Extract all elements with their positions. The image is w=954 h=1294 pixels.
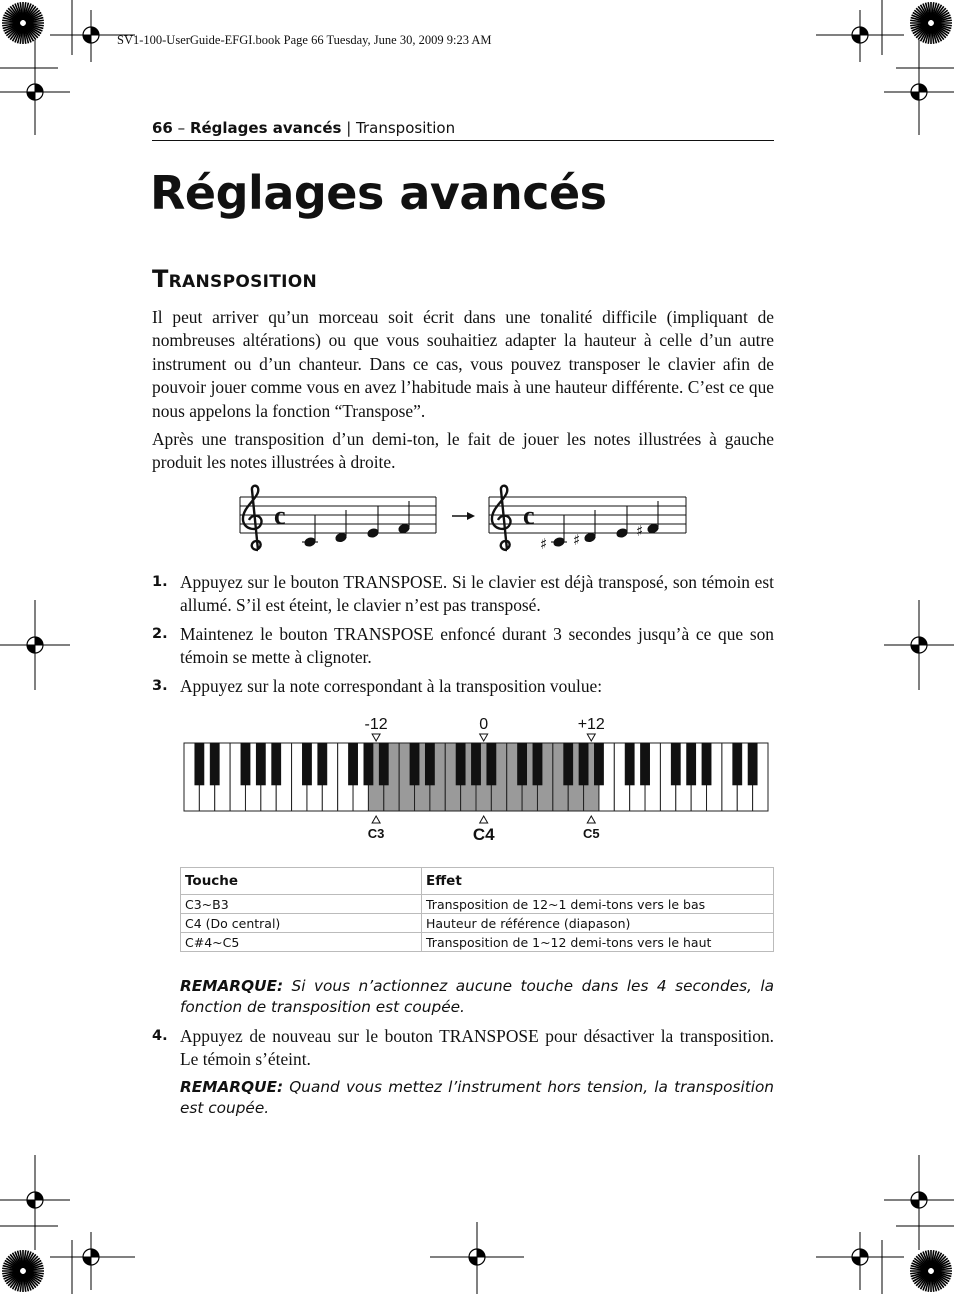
starburst-ray <box>6 25 20 36</box>
starburst-ray <box>918 6 929 20</box>
step-number: 4. <box>152 1028 168 1044</box>
starburst-ray <box>926 3 931 20</box>
starburst-ray <box>912 1272 929 1279</box>
starburst-ray <box>928 1250 930 1268</box>
starburst-ray <box>934 15 951 22</box>
starburst-ray <box>24 3 29 20</box>
step-2 <box>152 623 774 670</box>
starburst-ray <box>25 1273 36 1287</box>
starburst-ray <box>4 15 21 22</box>
starburst-ray <box>15 4 22 21</box>
starburst-ray <box>921 1253 930 1269</box>
starburst-ray <box>25 25 38 38</box>
table-cell: Hauteur de référence (diapason) <box>422 914 774 933</box>
header-divider: | <box>346 119 352 137</box>
starburst-ray <box>3 1266 20 1271</box>
starburst-ray <box>25 1256 38 1269</box>
black-key <box>241 743 250 785</box>
marker-up-icon <box>480 816 488 823</box>
starburst-ray <box>913 1273 929 1282</box>
starburst-ray <box>928 26 930 44</box>
starburst-ray <box>923 26 930 43</box>
starburst-ray <box>918 1273 929 1287</box>
starburst-ray <box>934 13 950 22</box>
transpose-value-label: +12 <box>577 716 605 733</box>
black-key <box>671 743 680 785</box>
starburst-ray <box>934 1268 952 1270</box>
header-section: Transposition <box>356 119 456 137</box>
black-key <box>640 743 649 785</box>
starburst-ray <box>25 1258 39 1269</box>
step-text: Appuyez sur la note correspondant à la transposition voulue: <box>180 676 603 696</box>
starburst-ray <box>5 1261 21 1270</box>
starburst-ray <box>932 3 937 20</box>
starburst-ray <box>910 1271 928 1273</box>
starburst-ray <box>26 1273 42 1282</box>
keyboard-figure <box>180 708 780 844</box>
step-text: Maintenez le bouton TRANSPOSE enfoncé durant 3 secondes jusqu’à ce que son témoin se mette à clignoter. <box>180 624 774 668</box>
column-header: Touche <box>181 868 422 895</box>
time-signature-2: c <box>523 501 535 530</box>
starburst-ray <box>921 1274 930 1290</box>
black-key <box>456 743 465 785</box>
starburst-ray <box>912 15 929 22</box>
black-key <box>579 743 588 785</box>
starburst-ray <box>933 1273 944 1287</box>
starburst-ray <box>934 1273 950 1282</box>
starburst-ray <box>911 1272 928 1277</box>
starburst-ray <box>10 1254 21 1268</box>
starburst-ray <box>26 1263 43 1270</box>
starburst-ray <box>933 1273 946 1286</box>
note-text: Si vous n’actionnez aucune touche dans les 4 secondes, la fonction de transposition est coupée. <box>180 977 774 1016</box>
starburst-ray <box>934 20 952 22</box>
starburst-ray <box>934 1266 951 1271</box>
intro-paragraph-1: Il peut arriver qu’un morceau soit écrit dans une tonalité difficile (impliquant de nombreuses altérations) ou que vous souhaitiez adapter la hauteur à celle d’un autre instrument ou d’un chanteur. Dans ce cas, vous pouvez transposer le clavier afin de pouvoir jouer comme vous en avez l’habitude mais à une hauteur différente. C’est ce que nous appelons la fonction “Transpose”. <box>152 307 774 421</box>
starburst-ray <box>916 1273 929 1286</box>
starburst-ray <box>10 1273 21 1287</box>
marker-down-icon <box>372 734 380 741</box>
black-key <box>594 743 603 785</box>
black-key <box>425 743 434 785</box>
starburst-ray <box>933 1254 944 1268</box>
black-key <box>748 743 757 785</box>
black-key <box>210 743 219 785</box>
starburst-ray <box>931 2 933 20</box>
starburst-ray <box>5 25 21 34</box>
starburst-ray <box>25 5 34 21</box>
black-key <box>272 743 281 785</box>
starburst-ray <box>928 2 930 20</box>
black-key <box>348 743 357 785</box>
step-number: 2. <box>152 626 168 642</box>
black-key <box>625 743 634 785</box>
starburst-ray <box>15 1274 22 1291</box>
starburst-ray <box>23 1274 25 1292</box>
starburst-ray <box>26 25 42 34</box>
starburst-ray <box>24 1274 31 1291</box>
starburst-ray <box>25 26 34 42</box>
starburst-ray <box>914 1258 928 1269</box>
starburst-ray <box>934 23 952 25</box>
starburst-ray <box>912 24 929 31</box>
starburst-ray <box>13 26 22 42</box>
starburst-ray <box>26 18 43 23</box>
starburst-ray <box>13 5 22 21</box>
starburst-ray <box>913 1261 929 1270</box>
starburst-ray <box>24 1252 31 1269</box>
starburst-ray <box>20 26 22 44</box>
starburst-ray <box>932 1274 939 1291</box>
starburst-ray <box>8 1256 21 1269</box>
starburst-ray <box>918 1254 929 1268</box>
starburst-ray <box>26 24 43 31</box>
black-key <box>195 743 204 785</box>
starburst-ray <box>26 1272 43 1277</box>
sharp-sign: ♯ <box>636 522 644 540</box>
note-1 <box>180 976 774 1018</box>
header-chapter: Réglages avancés <box>189 119 342 137</box>
starburst-ray <box>923 1274 930 1291</box>
step-text: Appuyez sur le bouton TRANSPOSE. Si le clavier est déjà transposé, son témoin est allumé. S’il est éteint, le clavier n’est pas transposé. <box>180 572 774 616</box>
starburst-ray <box>916 8 929 21</box>
note-label: C4 <box>472 825 495 844</box>
starburst-ray <box>933 1273 947 1284</box>
starburst-ray <box>4 1272 21 1279</box>
starburst-ray <box>933 25 947 36</box>
starburst-ray <box>26 1271 44 1273</box>
page-number: 66 <box>152 119 173 137</box>
starburst-ray <box>18 1251 23 1268</box>
starburst-ray <box>914 1273 928 1284</box>
starburst-ray <box>20 2 22 20</box>
starburst-ray <box>24 26 31 43</box>
starburst-ray <box>26 1268 44 1270</box>
starburst-ray <box>933 6 944 20</box>
starburst-ray <box>26 1272 43 1279</box>
starburst-ray <box>26 13 42 22</box>
starburst-ray <box>3 24 20 29</box>
note-2 <box>180 1077 774 1119</box>
step-1 <box>152 571 774 618</box>
black-key <box>687 743 696 785</box>
starburst-ray <box>933 25 946 38</box>
starburst-ray <box>933 1274 942 1290</box>
table-row <box>181 933 774 952</box>
starburst-ray <box>26 1261 42 1270</box>
starburst-ray <box>25 25 39 36</box>
notation-figure <box>236 484 696 556</box>
table-cell: C4 (Do central) <box>181 914 422 933</box>
step-3 <box>152 675 774 698</box>
starburst-ray <box>911 24 928 29</box>
starburst-ray <box>934 1272 951 1279</box>
starburst-ray <box>932 26 937 43</box>
starburst-ray <box>926 1251 931 1268</box>
starburst-ray <box>24 4 31 21</box>
step-4 <box>152 1025 774 1072</box>
black-key <box>471 743 480 785</box>
marker-down-icon <box>480 734 488 741</box>
time-signature-1: c <box>274 501 286 530</box>
starburst-ray <box>15 26 22 43</box>
starburst-ray <box>2 20 20 22</box>
starburst-ray <box>2 1268 20 1270</box>
starburst-ray <box>928 1274 930 1292</box>
starburst-ray <box>2 1271 20 1273</box>
table-header-row <box>181 868 774 895</box>
starburst-ray <box>26 1266 43 1271</box>
starburst-ray <box>913 25 929 34</box>
black-key <box>733 743 742 785</box>
starburst-ray <box>916 25 929 38</box>
table-row <box>181 895 774 914</box>
starburst-ray <box>26 24 43 29</box>
starburst-ray <box>918 25 929 39</box>
starburst-ray <box>25 1274 34 1290</box>
starburst-ray <box>910 23 928 25</box>
starburst-ray <box>932 4 939 21</box>
starburst-ray <box>26 15 43 22</box>
starburst-ray <box>913 13 929 22</box>
black-key <box>564 743 573 785</box>
starburst-ray <box>931 26 933 44</box>
starburst-ray <box>20 1250 22 1268</box>
starburst-ray <box>13 1253 22 1269</box>
black-key <box>533 743 542 785</box>
starburst-ray <box>25 1253 34 1269</box>
starburst-ray <box>934 24 951 29</box>
transposition-table <box>180 867 774 952</box>
black-key <box>379 743 388 785</box>
starburst-ray <box>934 24 951 31</box>
starburst-ray <box>933 1258 947 1269</box>
starburst-ray <box>25 25 36 39</box>
sharp-sign: ♯ <box>573 531 581 549</box>
starburst-ray <box>911 18 928 23</box>
starburst-ray <box>5 1273 21 1282</box>
starburst-ray <box>4 1263 21 1270</box>
starburst-ray <box>933 5 942 21</box>
table-row <box>181 914 774 933</box>
starburst-ray <box>933 8 946 21</box>
starburst-ray <box>934 1272 951 1277</box>
chapter-title: Réglages avancés <box>150 166 607 220</box>
starburst-ray <box>932 26 939 43</box>
starburst-ray <box>24 26 29 43</box>
table-cell: C3~B3 <box>181 895 422 914</box>
column-header: Effet <box>422 868 774 895</box>
running-header <box>152 119 774 141</box>
starburst-ray <box>932 1252 939 1269</box>
starburst-ray <box>26 23 44 25</box>
step-number: 1. <box>152 574 168 590</box>
starburst-ray <box>4 24 21 31</box>
starburst-ray <box>933 25 944 39</box>
starburst-ray <box>933 26 942 42</box>
print-info: SV1-100-UserGuide-EFGI.book Page 66 Tuesday, June 30, 2009 9:23 AM <box>117 33 492 47</box>
starburst-ray <box>3 18 20 23</box>
starburst-ray <box>910 1268 928 1270</box>
black-key <box>410 743 419 785</box>
table-cell: Transposition de 1~12 demi-tons vers le haut <box>422 933 774 952</box>
black-key <box>364 743 373 785</box>
marker-up-icon <box>372 816 380 823</box>
starburst-ray <box>921 26 930 42</box>
starburst-ray <box>6 1258 20 1269</box>
starburst-ray <box>934 1261 950 1270</box>
starburst-ray <box>25 1254 36 1268</box>
starburst-ray <box>910 20 928 22</box>
starburst-ray <box>2 23 20 25</box>
note-label: REMARQUE: <box>180 1078 284 1096</box>
starburst-ray <box>8 8 21 21</box>
starburst-ray <box>912 1263 929 1270</box>
note-label: C5 <box>582 826 600 841</box>
black-key <box>702 743 711 785</box>
starburst-ray <box>934 18 951 23</box>
black-key <box>318 743 327 785</box>
note-label: REMARQUE: <box>180 977 284 995</box>
starburst-ray <box>25 1273 39 1284</box>
starburst-ray <box>926 1274 931 1291</box>
starburst-ray <box>933 1253 942 1269</box>
starburst-ray <box>8 1273 21 1286</box>
starburst-ray <box>932 1274 937 1291</box>
starburst-ray <box>934 25 950 34</box>
table-cell: Transposition de 12~1 demi-tons vers le bas <box>422 895 774 914</box>
starburst-ray <box>10 6 21 20</box>
black-key <box>487 743 496 785</box>
starburst-ray <box>6 10 20 21</box>
step-number: 3. <box>152 678 168 694</box>
marker-up-icon <box>587 816 595 823</box>
starburst-ray <box>24 1274 29 1291</box>
starburst-ray <box>3 1272 20 1277</box>
starburst-ray <box>25 8 38 21</box>
starburst-ray <box>10 25 21 39</box>
marker-down-icon <box>587 734 595 741</box>
transpose-value-label: 0 <box>479 716 489 733</box>
starburst-ray <box>914 10 928 21</box>
starburst-ray <box>933 1256 946 1269</box>
starburst-ray <box>923 4 930 21</box>
starburst-ray <box>18 3 23 20</box>
starburst-ray <box>24 1251 29 1268</box>
starburst-ray <box>934 1263 951 1270</box>
starburst-ray <box>933 10 947 21</box>
starburst-ray <box>26 20 44 22</box>
starburst-ray <box>13 1274 22 1290</box>
starburst-ray <box>914 25 928 36</box>
black-key <box>256 743 265 785</box>
starburst-ray <box>18 26 23 43</box>
intro-paragraph-2: Après une transposition d’un demi-ton, le fait de jouer les notes illustrées à gauche produit les notes illustrées à droite. <box>152 429 774 473</box>
section-title: Transposition <box>152 265 318 293</box>
starburst-ray <box>931 1274 933 1292</box>
starburst-ray <box>20 1274 22 1292</box>
starburst-ray <box>25 6 36 20</box>
starburst-ray <box>921 5 930 21</box>
starburst-ray <box>25 1273 38 1286</box>
starburst-ray <box>23 26 25 44</box>
table-cell: C#4~C5 <box>181 933 422 952</box>
starburst-ray <box>931 1250 933 1268</box>
starburst-ray <box>923 1252 930 1269</box>
staff-figure <box>236 484 696 556</box>
starburst-ray <box>926 26 931 43</box>
starburst-ray <box>8 25 21 38</box>
starburst-ray <box>18 1274 23 1291</box>
note-text: Quand vous mettez l’instrument hors tension, la transposition est coupée. <box>180 1078 774 1117</box>
starburst-ray <box>916 1256 929 1269</box>
arrow-right-icon <box>452 512 475 520</box>
note-label: C3 <box>367 826 385 841</box>
sharp-sign: ♯ <box>540 535 548 553</box>
starburst-ray <box>25 10 39 21</box>
starburst-ray <box>932 1251 937 1268</box>
starburst-ray <box>23 2 25 20</box>
black-key <box>517 743 526 785</box>
step-text: Appuyez de nouveau sur le bouton TRANSPOSE pour désactiver la transposition. Le témoin s’éteint. <box>180 1026 774 1070</box>
black-key <box>302 743 311 785</box>
starburst-ray <box>6 1273 20 1284</box>
starburst-ray <box>23 1250 25 1268</box>
starburst-ray <box>15 1252 22 1269</box>
transpose-value-label: -12 <box>364 716 388 733</box>
starburst-ray <box>934 1271 952 1273</box>
starburst-ray <box>5 13 21 22</box>
header-separator: – <box>177 119 186 137</box>
piano-keyboard <box>180 708 780 844</box>
starburst-ray <box>911 1266 928 1271</box>
